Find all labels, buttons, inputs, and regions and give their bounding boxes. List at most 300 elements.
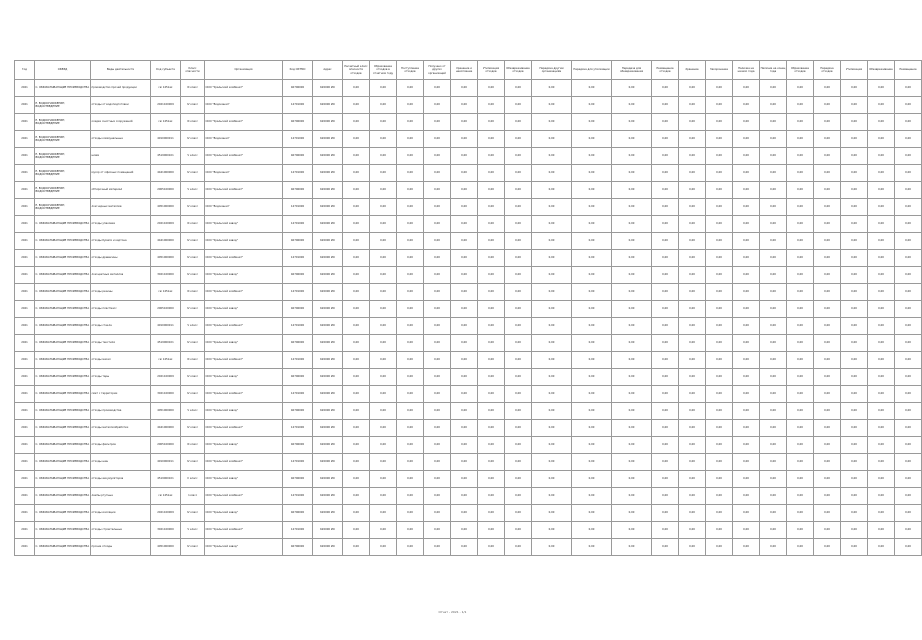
table-cell: 0,00 [652, 301, 679, 318]
table-cell: IV класс [181, 97, 205, 114]
table-cell: 0,00 [612, 284, 652, 301]
table-cell: E. ВОДОСНАБЖЕНИЕ; ВОДООТВЕДЕНИЕ [35, 165, 91, 182]
table-cell: III класс [181, 352, 205, 369]
table-cell: 0,00 [532, 454, 572, 471]
table-cell: 620000 ИО [313, 233, 343, 250]
table-cell: 2021 [15, 437, 35, 454]
table-cell: 4519000101 [151, 335, 181, 352]
table-cell: 0,00 [760, 522, 787, 539]
table-cell: 0,00 [760, 284, 787, 301]
table-cell: 0,00 [706, 539, 733, 556]
column-header: Код ОКТМО [283, 61, 313, 80]
table-cell: 0,00 [424, 386, 451, 403]
table-cell: 0,00 [652, 403, 679, 420]
table-cell: 14701000 [283, 216, 313, 233]
table-cell: 0,00 [895, 114, 922, 131]
table-cell: 0,00 [451, 216, 478, 233]
table-cell: 0,00 [397, 335, 424, 352]
table-cell: 0,00 [397, 301, 424, 318]
table-cell: 0,00 [787, 199, 814, 216]
table-cell: 2021 [15, 114, 35, 131]
table-cell: 0,00 [532, 403, 572, 420]
table-cell: 0,00 [612, 488, 652, 505]
table-cell: IV класс [181, 335, 205, 352]
table-cell: 0,00 [760, 250, 787, 267]
table-cell: 0,00 [572, 488, 612, 505]
table-cell: 0,00 [397, 182, 424, 199]
table-cell: 0,00 [787, 437, 814, 454]
table-cell: 0,00 [370, 403, 397, 420]
table-cell: 0,00 [370, 165, 397, 182]
table-cell: 0,00 [505, 267, 532, 284]
table-cell: 0,00 [760, 539, 787, 556]
table-row [15, 182, 922, 199]
table-cell: 0,00 [895, 148, 922, 165]
table-cell: 0,00 [532, 437, 572, 454]
table-cell: 620000 ИО [313, 505, 343, 522]
table-cell: 0,00 [652, 131, 679, 148]
table-cell: ООО "Уральский завод" [205, 233, 283, 250]
table-cell: ООО "Уральский завод" [205, 369, 283, 386]
table-cell: ООО "Уральский комбинат" [205, 352, 283, 369]
table-cell: 2021100009 [151, 97, 181, 114]
table-cell: C. ОБРАБАТЫВАЮЩИЕ ПРОИЗВОДСТВА [35, 369, 91, 386]
table-cell: 0,00 [733, 352, 760, 369]
table-cell: IV класс [181, 250, 205, 267]
table-cell: 0,00 [343, 216, 370, 233]
table-cell: ООО "Уральский завод" [205, 471, 283, 488]
table-cell: 46706000 [283, 233, 313, 250]
table-cell: C. ОБРАБАТЫВАЮЩИЕ ПРОИЗВОДСТВА [35, 471, 91, 488]
table-cell: 0,00 [868, 403, 895, 420]
table-cell: 0,00 [652, 165, 679, 182]
table-cell: 0,00 [370, 182, 397, 199]
table-cell: 0,00 [706, 131, 733, 148]
table-cell: 0,00 [397, 505, 424, 522]
table-cell: 3021100000 [151, 522, 181, 539]
table-cell: 0,00 [505, 505, 532, 522]
table-cell: 0,00 [451, 114, 478, 131]
table-cell: 0,00 [760, 80, 787, 97]
column-header: Класс опасности [181, 61, 205, 80]
table-cell: 0,00 [572, 352, 612, 369]
table-cell: 0,00 [397, 216, 424, 233]
table-cell: 0,00 [572, 80, 612, 97]
table-cell: 0,00 [424, 148, 451, 165]
table-cell: 46706000 [283, 182, 313, 199]
table-cell: C. ОБРАБАТЫВАЮЩИЕ ПРОИЗВОДСТВА [35, 267, 91, 284]
table-cell: IV класс [181, 420, 205, 437]
table-cell: отходы упаковки [91, 216, 151, 233]
table-cell: 0,00 [370, 471, 397, 488]
table-cell: 0,00 [733, 80, 760, 97]
table-cell: 0,00 [706, 522, 733, 539]
table-cell: 0,00 [895, 437, 922, 454]
table-cell: 0,00 [478, 284, 505, 301]
table-cell: 2021 [15, 267, 35, 284]
table-cell: 0,00 [733, 539, 760, 556]
table-cell: 0,00 [841, 386, 868, 403]
table-cell: 14701000 [283, 454, 313, 471]
table-cell: отходы шин [91, 454, 151, 471]
table-cell: 0,00 [612, 539, 652, 556]
table-cell: 0,00 [895, 301, 922, 318]
table-cell: 0,00 [397, 403, 424, 420]
table-cell: 0,00 [397, 131, 424, 148]
table-cell: 4519000101 [151, 471, 181, 488]
column-header: Образование отходов в отчетном году [370, 61, 397, 80]
table-cell: 0,00 [572, 301, 612, 318]
table-cell: 0,00 [895, 386, 922, 403]
table-cell: 0,00 [478, 165, 505, 182]
table-row [15, 471, 922, 488]
table-cell: 4519000101 [151, 148, 181, 165]
table-cell: 0,00 [868, 216, 895, 233]
table-cell: 0,00 [787, 420, 814, 437]
table-cell: 0,00 [760, 437, 787, 454]
table-cell: 0,00 [532, 267, 572, 284]
table-body [15, 80, 922, 556]
table-cell: 0,00 [370, 420, 397, 437]
table-cell: лампы ртутные [91, 488, 151, 505]
table-cell: 0,00 [478, 335, 505, 352]
table-cell: 0,00 [505, 420, 532, 437]
table-cell: 0,00 [868, 165, 895, 182]
table-cell: 0,00 [424, 505, 451, 522]
table-cell: отходы металлообработки [91, 420, 151, 437]
table-cell: 0,00 [760, 352, 787, 369]
table-cell: ООО "Уральский комбинат" [205, 250, 283, 267]
table-cell: 2005100000 [151, 301, 181, 318]
table-cell: 0,00 [612, 386, 652, 403]
table-cell: 0,00 [787, 148, 814, 165]
table-cell: C. ОБРАБАТЫВАЮЩИЕ ПРОИЗВОДСТВА [35, 352, 91, 369]
table-cell: 0,00 [760, 420, 787, 437]
table-cell: 2021 [15, 250, 35, 267]
table-cell: 0,00 [572, 165, 612, 182]
table-cell: 620000 ИО [313, 165, 343, 182]
table-cell: 0,00 [814, 335, 841, 352]
table-cell: 0,00 [868, 335, 895, 352]
table-cell: 0,00 [868, 488, 895, 505]
table-cell: 0,00 [424, 165, 451, 182]
table-cell: 0,00 [652, 233, 679, 250]
table-cell: 0,00 [612, 471, 652, 488]
table-cell: 0,00 [370, 539, 397, 556]
table-cell: 0,00 [652, 199, 679, 216]
table-cell: 0,00 [532, 131, 572, 148]
table-cell: 0,00 [895, 165, 922, 182]
table-cell: 0,00 [451, 505, 478, 522]
table-cell: 4051000000 [151, 199, 181, 216]
table-cell: 0,00 [733, 182, 760, 199]
table-cell: 0,00 [652, 284, 679, 301]
table-cell: отходы бумаги и картона [91, 233, 151, 250]
table-cell: 0,00 [679, 216, 706, 233]
table-cell: 0,00 [478, 267, 505, 284]
table-cell: 0,00 [679, 352, 706, 369]
table-cell: прочие отходы [91, 539, 151, 556]
table-cell: 0,00 [612, 369, 652, 386]
table-row [15, 131, 922, 148]
table-cell: 0,00 [343, 148, 370, 165]
table-cell: 0,00 [652, 250, 679, 267]
table-cell: 0,00 [343, 233, 370, 250]
table-cell: 0,00 [370, 318, 397, 335]
table-row [15, 97, 922, 114]
table-cell: 0,00 [841, 250, 868, 267]
table-cell: 0,00 [478, 488, 505, 505]
table-cell: 0,00 [814, 97, 841, 114]
table-cell: 0,00 [572, 403, 612, 420]
table-cell: 0,00 [652, 80, 679, 97]
table-cell: C. ОБРАБАТЫВАЮЩИЕ ПРОИЗВОДСТВА [35, 505, 91, 522]
table-cell: отходы аккумуляторов [91, 471, 151, 488]
table-cell: 0,00 [706, 182, 733, 199]
table-cell: 0,00 [343, 369, 370, 386]
table-cell: 0,00 [652, 386, 679, 403]
table-cell: 0,00 [612, 267, 652, 284]
table-cell: 0,00 [532, 335, 572, 352]
table-cell: 0,00 [679, 97, 706, 114]
table-cell: 0,00 [652, 114, 679, 131]
table-cell: 0,00 [451, 199, 478, 216]
table-cell: 0,00 [424, 539, 451, 556]
table-cell: ООО "Уральский комбинат" [205, 148, 283, 165]
table-cell: C. ОБРАБАТЫВАЮЩИЕ ПРОИЗВОДСТВА [35, 488, 91, 505]
table-cell: 0,00 [760, 199, 787, 216]
table-cell: 14701000 [283, 352, 313, 369]
table-cell: 0,00 [814, 403, 841, 420]
table-cell: 0,00 [478, 216, 505, 233]
table-cell: 0,00 [572, 335, 612, 352]
table-cell: E. ВОДОСНАБЖЕНИЕ; ВОДООТВЕДЕНИЕ [35, 114, 91, 131]
table-cell: 0,00 [397, 522, 424, 539]
table-row [15, 454, 922, 471]
table-cell: 0,00 [760, 182, 787, 199]
table-cell: 0,00 [814, 114, 841, 131]
table-cell: 0,00 [370, 250, 397, 267]
table-header [15, 61, 922, 80]
table-cell: 0,00 [572, 539, 612, 556]
table-cell: 0,00 [451, 369, 478, 386]
table-cell: 0,00 [787, 539, 814, 556]
table-cell: 46706000 [283, 403, 313, 420]
table-cell: 0,00 [652, 182, 679, 199]
table-cell: 0,00 [572, 182, 612, 199]
column-header: Адрес [313, 61, 343, 80]
waste-report-table [14, 60, 922, 556]
table-cell: 2021 [15, 301, 35, 318]
table-cell: 0,00 [841, 267, 868, 284]
table-cell: 0,00 [424, 199, 451, 216]
table-cell: IV класс [181, 301, 205, 318]
table-cell: V класс [181, 148, 205, 165]
table-cell: 46706000 [283, 471, 313, 488]
table-cell: 0,00 [532, 522, 572, 539]
table-cell: 0,00 [505, 522, 532, 539]
table-cell: 0,00 [612, 335, 652, 352]
table-cell: 0,00 [532, 250, 572, 267]
table-cell: 0,00 [733, 335, 760, 352]
table-cell: 0,00 [733, 284, 760, 301]
table-cell: 0,00 [370, 114, 397, 131]
table-cell: 0,00 [733, 216, 760, 233]
table-cell: 0,00 [706, 420, 733, 437]
table-cell: C. ОБРАБАТЫВАЮЩИЕ ПРОИЗВОДСТВА [35, 216, 91, 233]
table-cell: 0,00 [612, 403, 652, 420]
table-cell: ООО "Уральский завод" [205, 505, 283, 522]
table-cell: III класс [181, 284, 205, 301]
table-cell: 0,00 [478, 420, 505, 437]
table-row [15, 505, 922, 522]
table-cell: 0,00 [733, 131, 760, 148]
table-cell: 0,00 [787, 488, 814, 505]
table-cell: 0,00 [679, 250, 706, 267]
table-cell: 0,00 [343, 165, 370, 182]
table-cell: 0,00 [532, 318, 572, 335]
table-cell: 0,00 [572, 131, 612, 148]
table-cell: 0,00 [505, 318, 532, 335]
table-cell: ООО "Уральский завод" [205, 267, 283, 284]
table-cell: 0,00 [841, 488, 868, 505]
table-cell: 2005100000 [151, 437, 181, 454]
table-cell: 2021 [15, 505, 35, 522]
table-cell: 620000 ИО [313, 318, 343, 335]
table-cell: 0,00 [787, 165, 814, 182]
table-cell: 0,00 [343, 539, 370, 556]
table-cell: 0,00 [652, 454, 679, 471]
table-cell: 14701000 [283, 97, 313, 114]
table-cell: 0,00 [451, 301, 478, 318]
table-row [15, 165, 922, 182]
table-cell: 46706000 [283, 437, 313, 454]
table-cell: 0,00 [814, 216, 841, 233]
table-cell: 0,00 [679, 80, 706, 97]
table-row [15, 80, 922, 97]
table-cell: 0,00 [814, 80, 841, 97]
table-cell: 0,00 [868, 369, 895, 386]
table-cell: 0,00 [478, 148, 505, 165]
table-cell: C. ОБРАБАТЫВАЮЩИЕ ПРОИЗВОДСТВА [35, 403, 91, 420]
table-cell: 0,00 [478, 386, 505, 403]
table-cell: 0,00 [868, 318, 895, 335]
table-cell: 0,00 [679, 284, 706, 301]
table-cell: 4051000000 [151, 250, 181, 267]
table-cell: 0,00 [343, 97, 370, 114]
table-cell: 0,00 [706, 505, 733, 522]
table-cell: 0,00 [397, 386, 424, 403]
table-cell: 2005100000 [151, 182, 181, 199]
table-cell: 0,00 [424, 403, 451, 420]
table-cell: IV класс [181, 386, 205, 403]
table-cell: 4051000000 [151, 539, 181, 556]
table-cell: 0,00 [572, 114, 612, 131]
table-cell: 0,00 [612, 318, 652, 335]
table-cell: 0,00 [787, 505, 814, 522]
table-cell: 0,00 [679, 182, 706, 199]
table-cell: 0,00 [787, 216, 814, 233]
table-cell: 0,00 [424, 335, 451, 352]
table-cell: 0,00 [706, 199, 733, 216]
table-cell: 0,00 [572, 233, 612, 250]
table-cell: 0,00 [532, 539, 572, 556]
table-cell: 0,00 [868, 267, 895, 284]
table-cell: 0,00 [397, 233, 424, 250]
table-cell: 0,00 [505, 437, 532, 454]
column-header: Наличие на конец года [760, 61, 787, 80]
table-cell: 0,00 [572, 216, 612, 233]
table-cell: 0,00 [706, 437, 733, 454]
table-cell: 0,00 [572, 420, 612, 437]
table-cell: rai 1451ax [151, 352, 181, 369]
table-row [15, 284, 922, 301]
table-cell: 0,00 [706, 369, 733, 386]
table-row [15, 386, 922, 403]
table-cell: E. ВОДОСНАБЖЕНИЕ; ВОДООТВЕДЕНИЕ [35, 182, 91, 199]
table-cell: 0,00 [397, 318, 424, 335]
table-row [15, 352, 922, 369]
table-cell: C. ОБРАБАТЫВАЮЩИЕ ПРОИЗВОДСТВА [35, 539, 91, 556]
table-cell: 0,00 [679, 148, 706, 165]
table-cell: 0,00 [868, 539, 895, 556]
table-cell: 0,00 [787, 80, 814, 97]
table-cell: 0,00 [397, 284, 424, 301]
table-cell: 2021 [15, 522, 35, 539]
table-cell: 0,00 [652, 505, 679, 522]
table-cell: 0,00 [733, 403, 760, 420]
table-cell: 620000 ИО [313, 97, 343, 114]
table-cell: 2021 [15, 352, 35, 369]
table-cell: 0,00 [505, 301, 532, 318]
table-cell: смет с территории [91, 386, 151, 403]
table-cell: 0,00 [733, 386, 760, 403]
table-cell: ООО "Уральский завод" [205, 403, 283, 420]
column-header: Передача отходов [814, 61, 841, 80]
table-cell: I класс [181, 488, 205, 505]
table-cell: E. ВОДОСНАБЖЕНИЕ; ВОДООТВЕДЕНИЕ [35, 131, 91, 148]
table-cell: 0,00 [814, 267, 841, 284]
table-cell: 620000 ИО [313, 369, 343, 386]
table-cell: 0,00 [814, 199, 841, 216]
table-cell: ООО "Уральский завод" [205, 437, 283, 454]
table-cell: 0,00 [652, 471, 679, 488]
table-cell: 0,00 [679, 403, 706, 420]
table-cell: V класс [181, 182, 205, 199]
table-cell: 0,00 [370, 437, 397, 454]
table-cell: E. ВОДОСНАБЖЕНИЕ; ВОДООТВЕДЕНИЕ [35, 199, 91, 216]
table-cell: 0,00 [679, 505, 706, 522]
table-cell: 0,00 [679, 301, 706, 318]
table-cell: 0,00 [787, 386, 814, 403]
table-cell: 0,00 [868, 131, 895, 148]
table-cell: 4441000000 [151, 420, 181, 437]
table-cell: 0,00 [868, 148, 895, 165]
table-cell: 0,00 [451, 522, 478, 539]
table-cell: производство прочей продукции [91, 80, 151, 97]
table-cell: 2021 [15, 318, 35, 335]
table-cell: 0,00 [612, 148, 652, 165]
table-cell: 0,00 [868, 386, 895, 403]
table-cell: 0,00 [706, 471, 733, 488]
table-cell: 0,00 [397, 454, 424, 471]
table-cell: 0,00 [868, 250, 895, 267]
table-cell: 620000 ИО [313, 131, 343, 148]
table-cell: 0,00 [397, 199, 424, 216]
table-cell: 0,00 [532, 216, 572, 233]
table-cell: 0,00 [451, 386, 478, 403]
table-cell: 0,00 [343, 199, 370, 216]
